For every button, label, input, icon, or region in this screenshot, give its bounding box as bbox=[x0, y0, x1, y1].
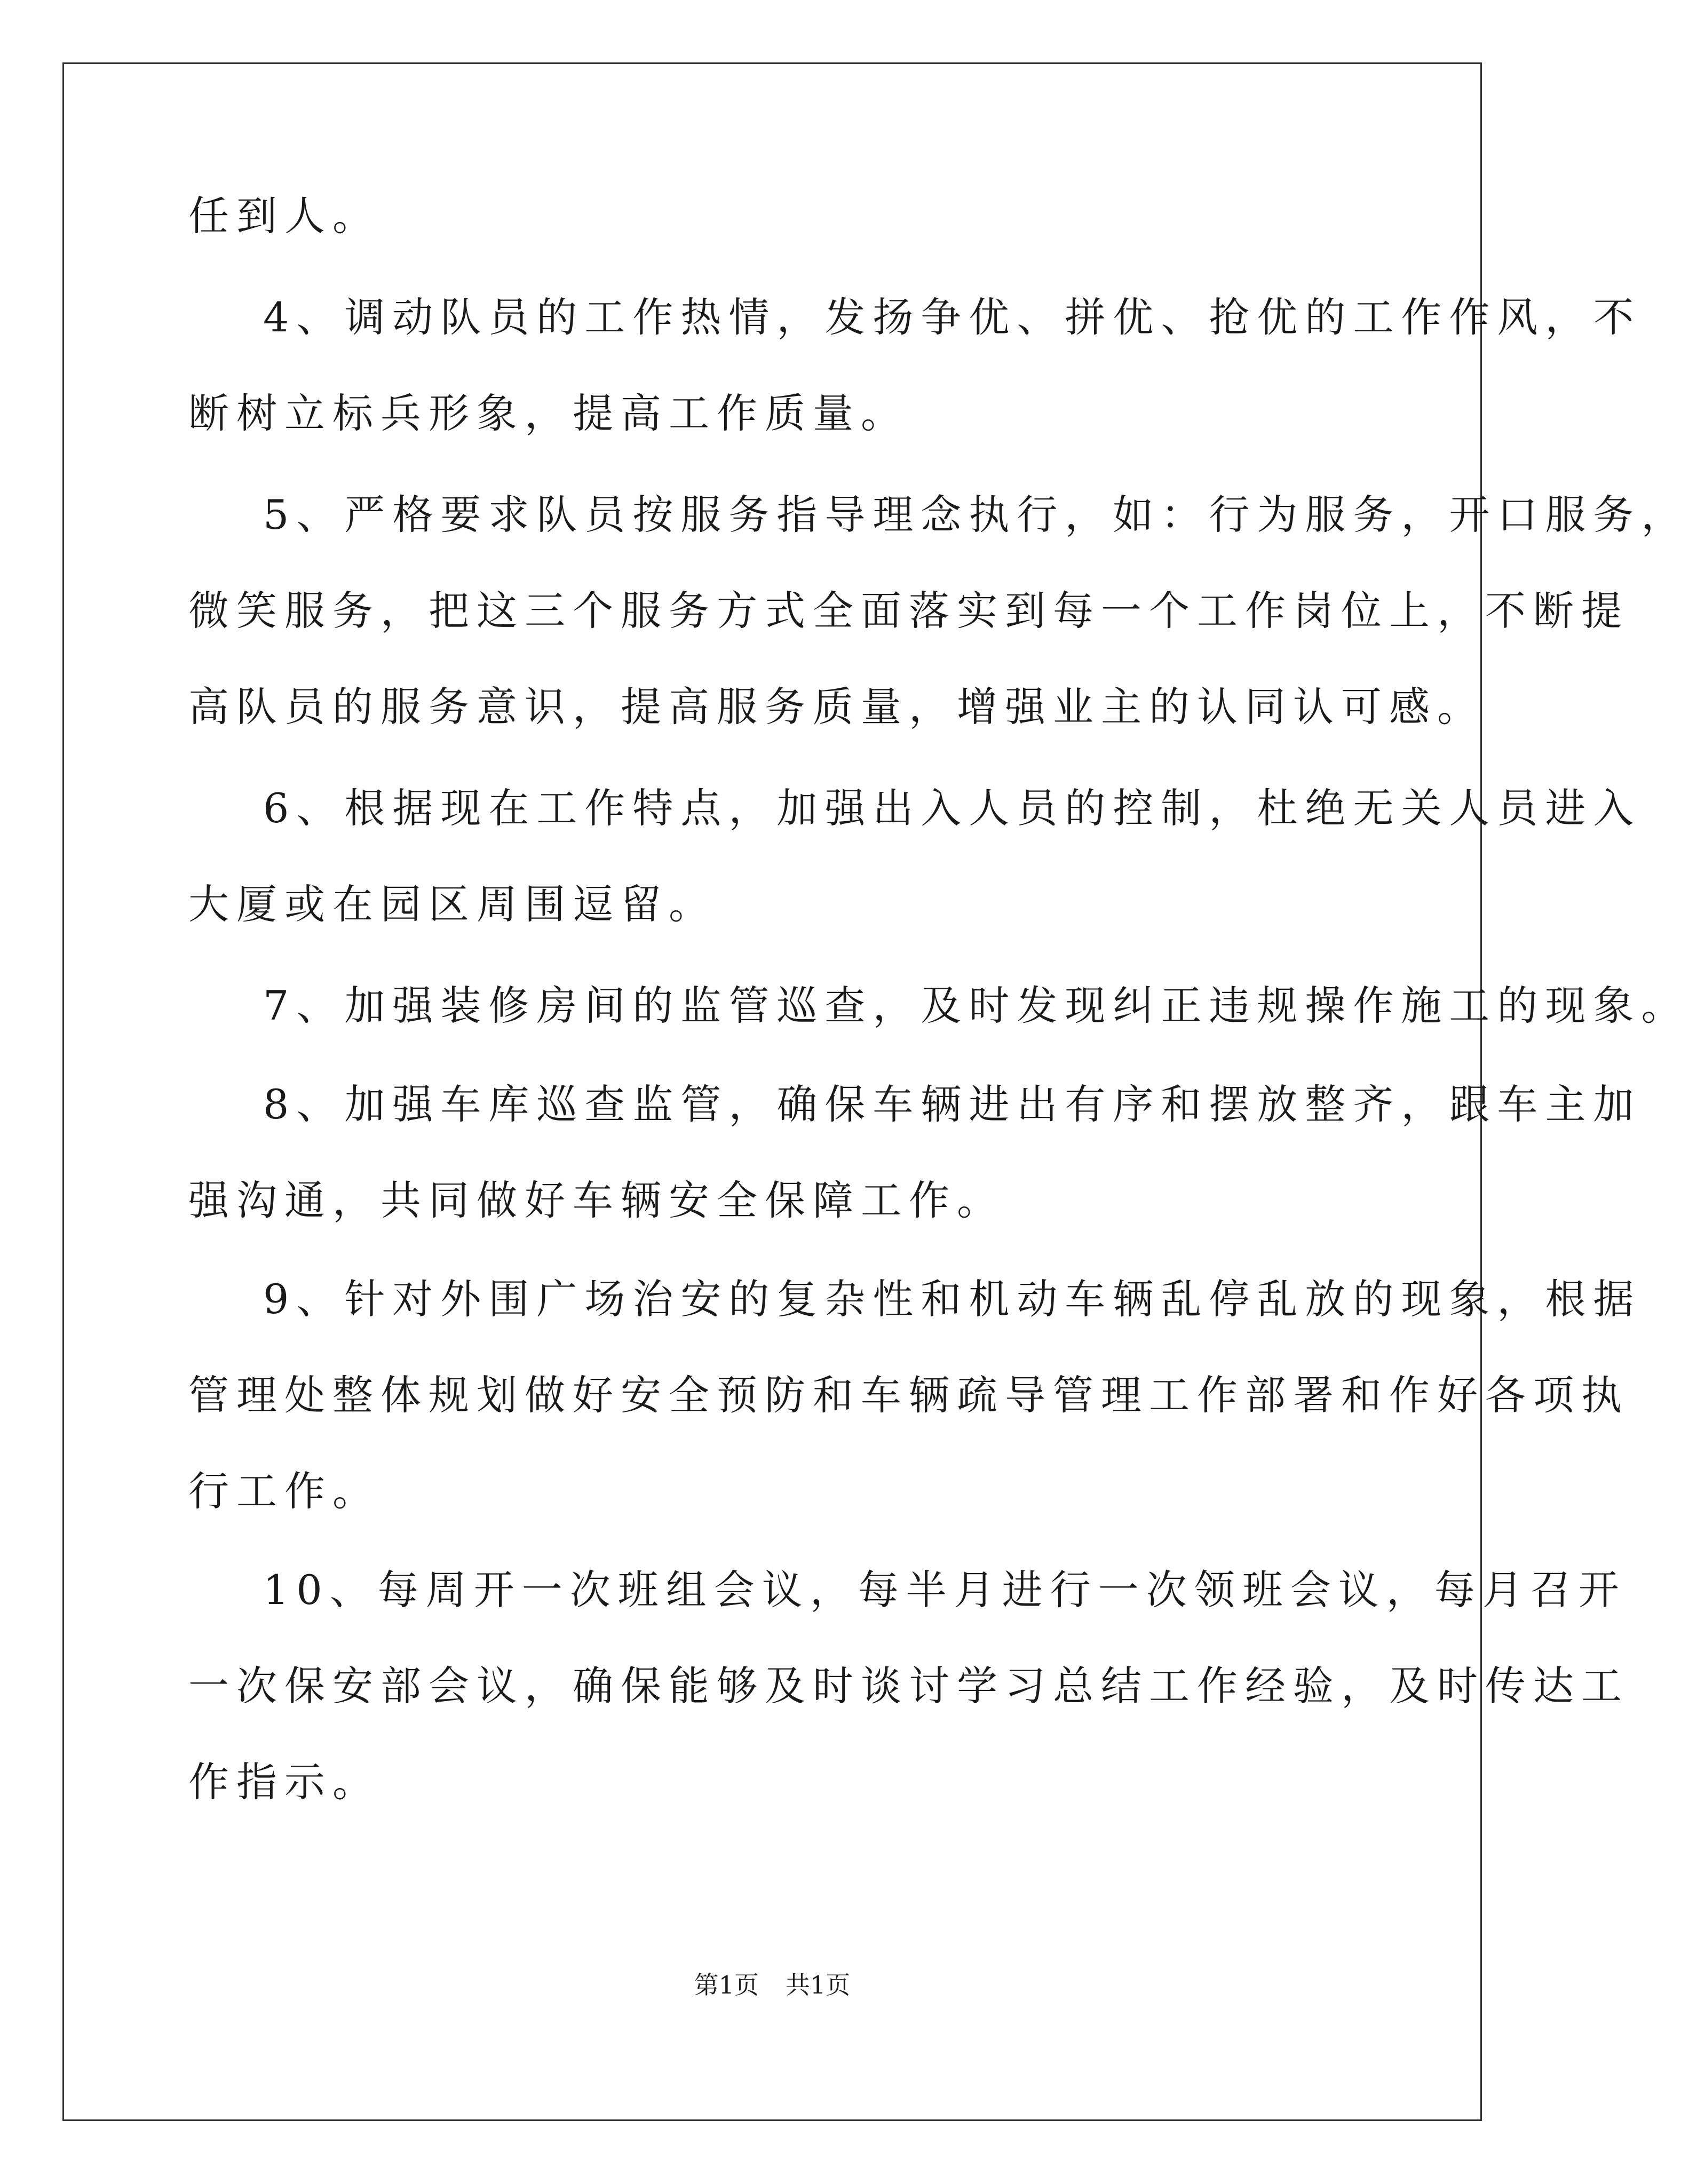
text-line: 9、针对外围广场治安的复杂性和机动车辆乱停乱放的现象，根据 bbox=[263, 1275, 1642, 1323]
text-line: 高队员的服务意识，提高服务质量，增强业主的认同认可感。 bbox=[188, 683, 1485, 730]
text-line: 任到人。 bbox=[188, 192, 380, 240]
page-footer bbox=[0, 1969, 1544, 2001]
page-total: 共1页 bbox=[786, 1971, 851, 1999]
text-line: 断树立标兵形象，提高工作质量。 bbox=[188, 390, 909, 437]
text-line: 微笑服务，把这三个服务方式全面落实到每一个工作岗位上，不断提 bbox=[188, 587, 1629, 634]
text-line: 行工作。 bbox=[188, 1467, 380, 1515]
text-line: 10、每周开一次班组会议，每半月进行一次领班会议，每月召开 bbox=[263, 1566, 1627, 1614]
text-line: 4、调动队员的工作热情，发扬争优、拼优、抢优的工作作风，不 bbox=[263, 293, 1642, 341]
text-line: 6、根据现在工作特点，加强出入人员的控制，杜绝无关人员进入 bbox=[263, 784, 1642, 832]
page-number: 第1页 bbox=[694, 1971, 759, 1999]
text-line: 7、加强装修房间的监管巡查，及时发现纠正违规操作施工的现象。 bbox=[263, 982, 1689, 1029]
text-line: 管理处整体规划做好安全预防和车辆疏导管理工作部署和作好各项执 bbox=[188, 1371, 1629, 1419]
text-line: 一次保安部会议，确保能够及时谈讨学习总结工作经验，及时传达工 bbox=[188, 1662, 1629, 1710]
text-line: 大厦或在园区周围逗留。 bbox=[188, 880, 717, 928]
text-line: 作指示。 bbox=[188, 1758, 380, 1806]
text-line: 强沟通，共同做好车辆安全保障工作。 bbox=[188, 1177, 1005, 1224]
text-line: 8、加强车库巡查监管，确保车辆进出有序和摆放整齐，跟车主加 bbox=[263, 1081, 1642, 1128]
text-line: 5、严格要求队员按服务指导理念执行，如：行为服务，开口服务， bbox=[263, 491, 1689, 538]
